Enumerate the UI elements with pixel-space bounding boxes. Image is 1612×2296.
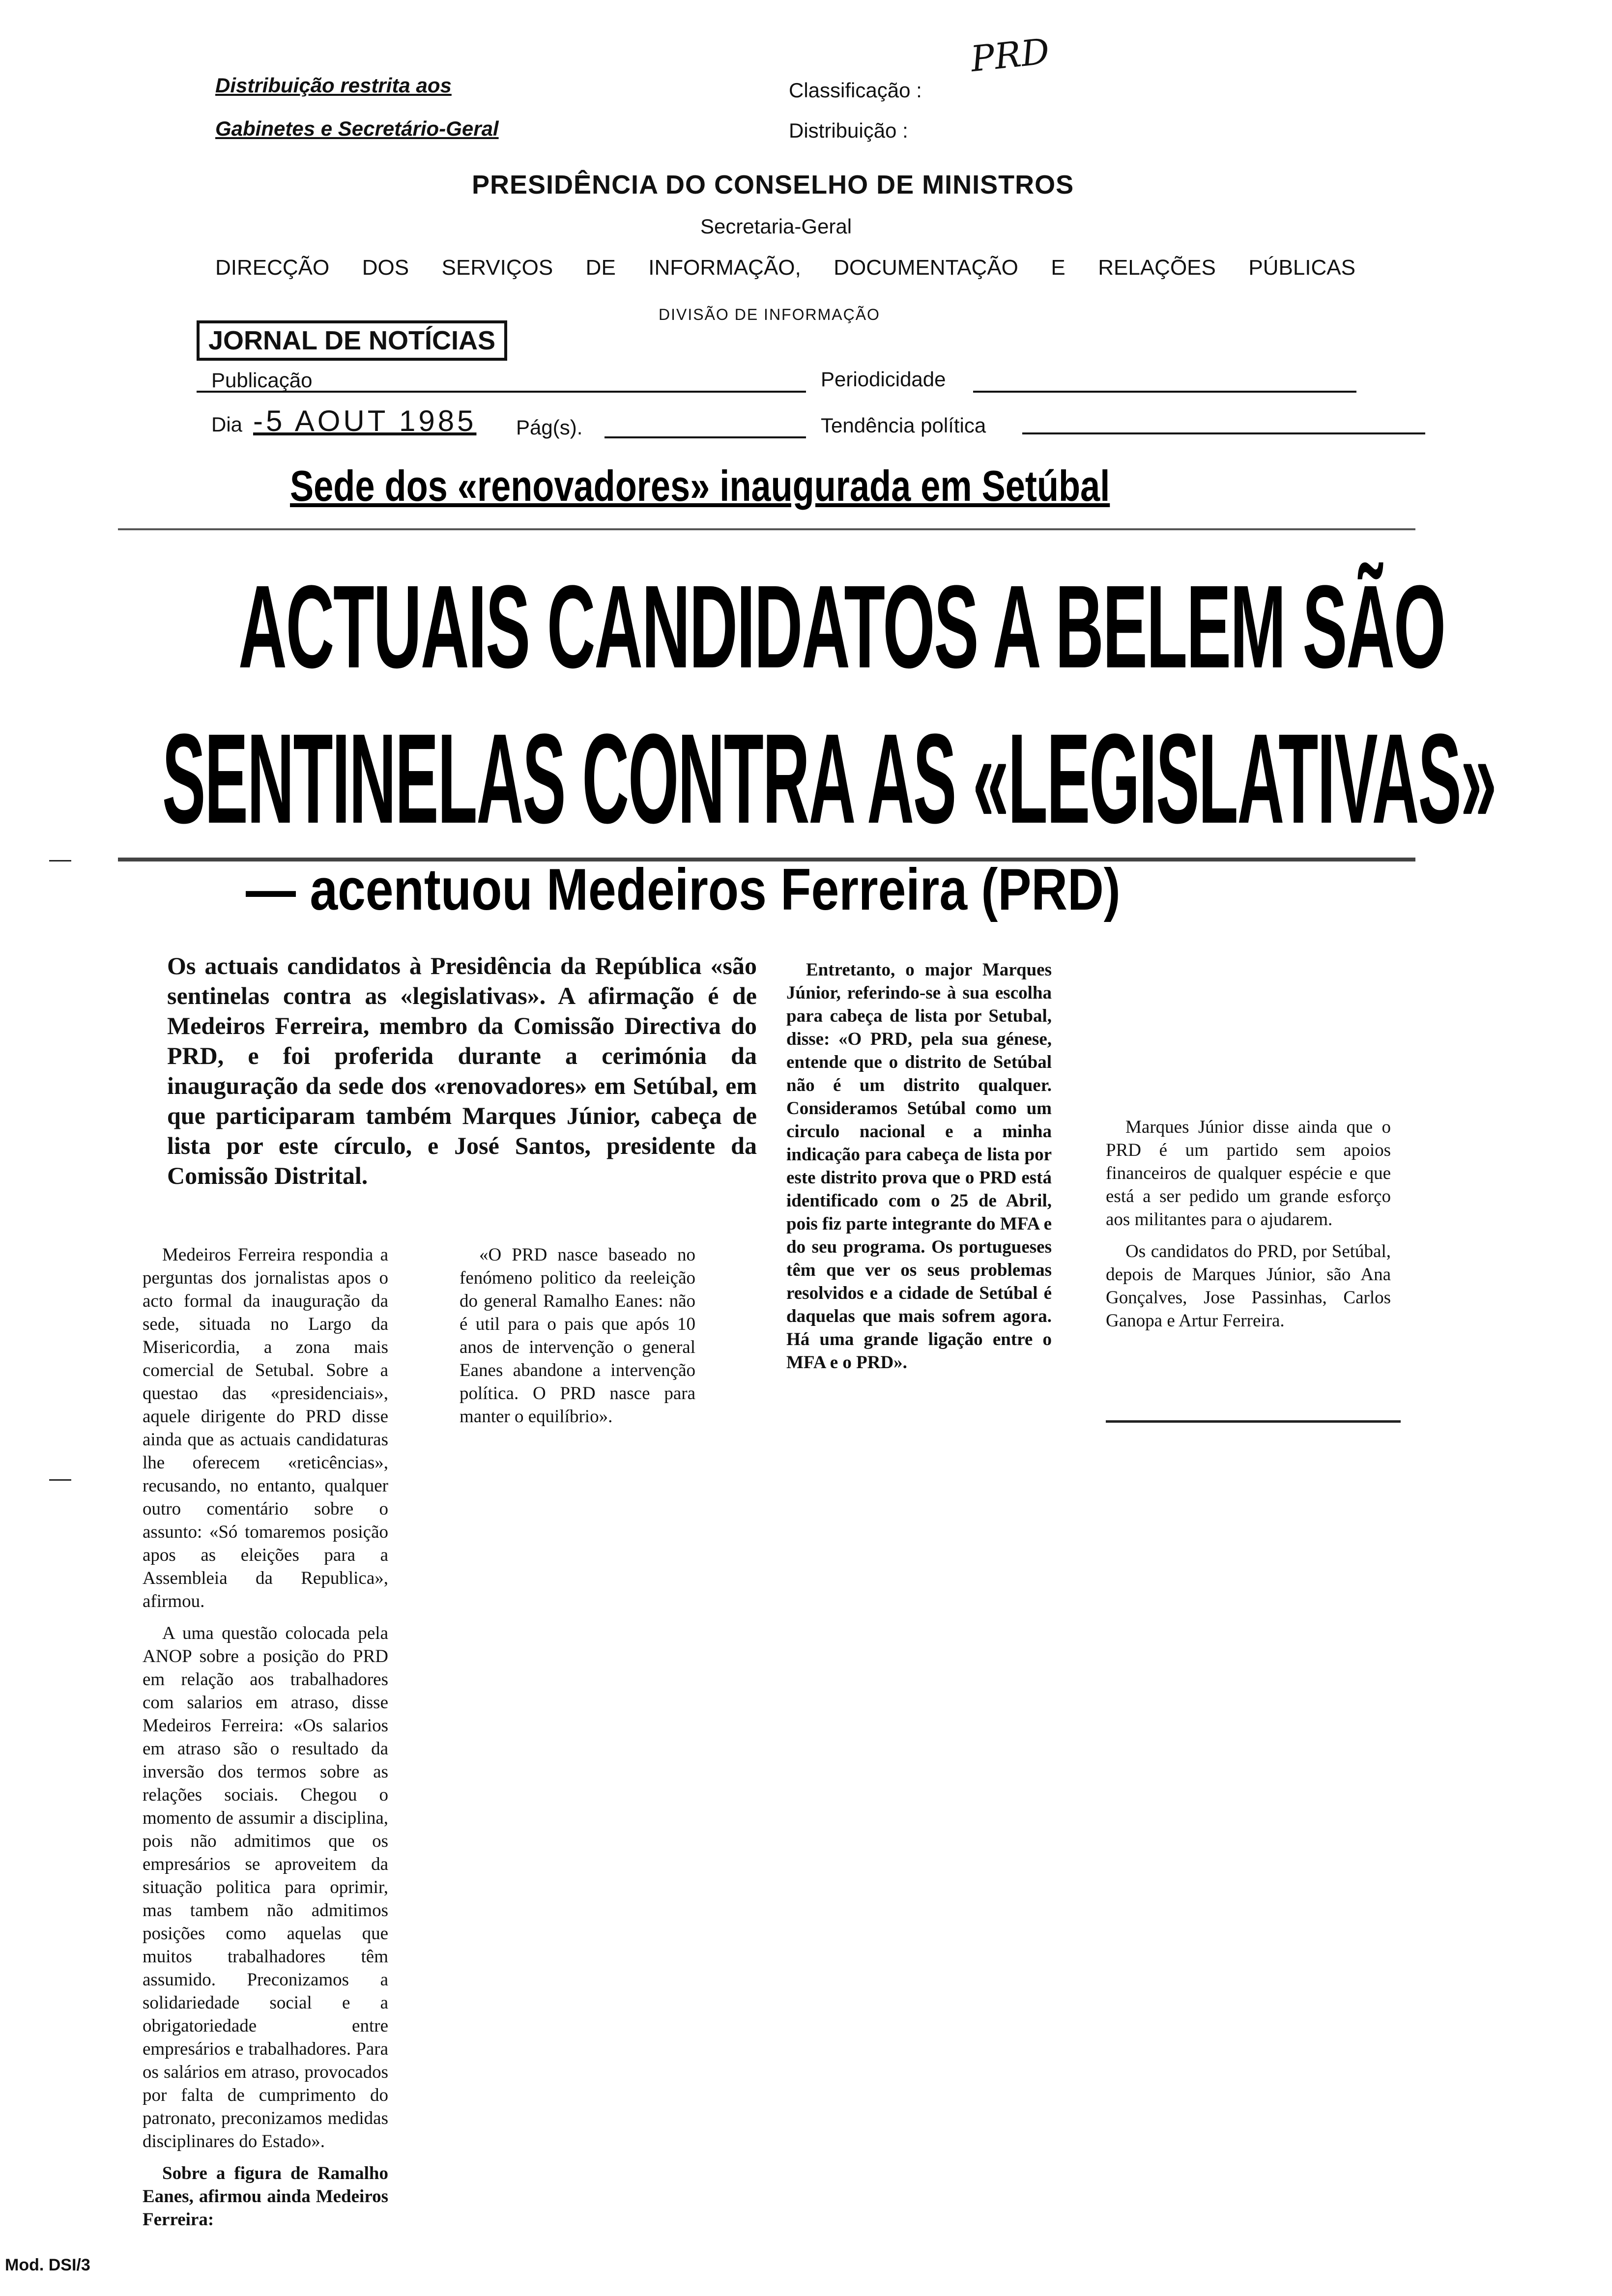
day-label: Dia [211, 413, 243, 436]
pages-label: Pág(s). [516, 416, 583, 439]
periodicity-field-line [973, 391, 1356, 393]
kicker-rule [118, 528, 1415, 530]
periodicity-label: Periodicidade [821, 368, 946, 391]
body-column-4 [1106, 1116, 1391, 1415]
org-subtitle: Secretaria-Geral [700, 215, 852, 238]
headline-block-3 [246, 855, 1275, 924]
headline-block [238, 561, 1612, 692]
tendency-label: Tendência política [821, 414, 986, 437]
headline-block-2 [162, 708, 1612, 850]
headline-line3: — acentuou Medeiros Ferreira (PRD) [246, 857, 1121, 922]
col3-paragraph: Entretanto, o major Marques Júnior, referindo-se à sua escolha para cabeça de lista por Setubal, disse: «O PRD, pela sua génese, entende que o distrito de Setúbal não é um distrito qualquer. Consideramos Setúbal como um circulo nacional e a minha indicação para cabeça de lista por este distrito prova que o PRD está identificado com o 25 de Abril, pois fiz parte integrante do MFA e do seu programa. Os portugueses têm que ver os seus problemas resolvidos e a cidade de Setúbal é daquelas que mais sofrem agora. Há uma grande ligação entre o MFA e o PRD». [786, 960, 1052, 1373]
kicker-text: Sede dos «renovadores» inaugurada em Setúbal [290, 461, 1110, 510]
article-kicker [290, 461, 1290, 511]
tendency-field-line [1022, 432, 1425, 434]
direction-line: DIRECÇÃO DOS SERVIÇOS DE INFORMAÇÃO, DOCUMENTAÇÃO E RELAÇÕES PÚBLICAS [215, 256, 1355, 280]
classification-label: Classificação : [789, 79, 922, 102]
distribution-restriction-line2: Gabinetes e Secretário-Geral [215, 117, 499, 140]
col2-paragraph: «O PRD nasce baseado no fenómeno politico da reeleição do general Ramalho Eanes: não é util para o pais que após 10 anos de intervenção o general Eanes abandone a intervenção política. O PRD nasce para manter o equilíbrio». [460, 1245, 695, 1427]
body-column-3 [786, 958, 1052, 1425]
lead-paragraph: Os actuais candidatos à Presidência da República «são sentinelas contra as «legislativas». A afirmação é de Medeiros Ferreira, membro da Comissão Directiva do PRD, e foi proferida durante a cerimónia da inauguração da sede dos «renovadores» em Setúbal, em que participaram também Marques Júnior, cabeça de lista por este círculo, e José Santos, presidente da Comissão Distrital. [167, 952, 757, 1189]
col1-paragraph: Sobre a figura de Ramalho Eanes, afirmou ainda Medeiros Ferreira: [143, 2163, 388, 2230]
division-label: DIVISÃO DE INFORMAÇÃO [659, 306, 880, 323]
col1-paragraph: A uma questão colocada pela ANOP sobre a posição do PRD em relação aos trabalhadores com salarios em atraso, disse Medeiros Ferreira: «Os salarios em atraso são o resultado da inversão dos termos sobre as relações sociais. Chegou o momento de assumir a disciplina, pois não admitimos que os empresários se aproveitem da situação politica para oprimir, mas tambem não admitimos posições como aquelas que muitos trabalhadores têm assumido. Preconizamos a solidariedade social e a obrigatoriedade entre empresários e trabalhadores. Para os salários em atraso, provocados por falta de cumprimento do patronato, preconizamos medidas disciplinares do Estado». [143, 1623, 388, 2152]
handwritten-mark: PRD [969, 30, 1052, 80]
headline-line2: SENTINELAS CONTRA AS «LEGISLATIVAS» [162, 708, 1496, 850]
body-column-1 [143, 1243, 388, 2246]
col4-paragraph: Marques Júnior disse ainda que o PRD é um partido sem apoios financeiros de qualquer espécie e que está a ser pedido um grande esforço aos militantes para o ajudarem. [1106, 1117, 1391, 1230]
col4-paragraph: Os candidatos do PRD, por Setúbal, depois de Marques Júnior, são Ana Gonçalves, Jose Passinhas, Carlos Ganopa e Artur Ferreira. [1106, 1241, 1391, 1331]
scan-edge-mark [49, 860, 71, 861]
body-column-2 [460, 1243, 695, 1450]
pages-field-line [604, 436, 806, 438]
scan-edge-mark [49, 1479, 71, 1481]
distribution-label: Distribuição : [789, 119, 908, 142]
publication-label: Publicação [211, 369, 313, 392]
publication-stamp: JORNAL DE NOTÍCIAS [197, 320, 507, 361]
publication-field-line [197, 391, 806, 393]
column-end-rule [1106, 1420, 1401, 1423]
form-code: Mod. DSI/3 [5, 2256, 90, 2274]
headline-line1: ACTUAIS CANDIDATOS A BELEM SÃO [238, 561, 1445, 692]
org-title: PRESIDÊNCIA DO CONSELHO DE MINISTROS [472, 170, 1074, 200]
distribution-restriction-line1: Distribuição restrita aos [215, 74, 452, 97]
date-stamp: -5 AOUT 1985 [253, 404, 477, 437]
col1-paragraph: Medeiros Ferreira respondia a perguntas dos jornalistas apos o acto formal da inauguração da sede, situada no Largo da Misericordia, a zona mais comercial de Setubal. Sobre a questao das «presidenciais», aquele dirigente do PRD disse ainda que as actuais candidaturas lhe oferecem «reticências», recusando, no entanto, qualquer outro comentário sobre o assunto: «Só tomaremos posição apos as eleições para a Assembleia da Republica», afirmou. [143, 1245, 388, 1611]
